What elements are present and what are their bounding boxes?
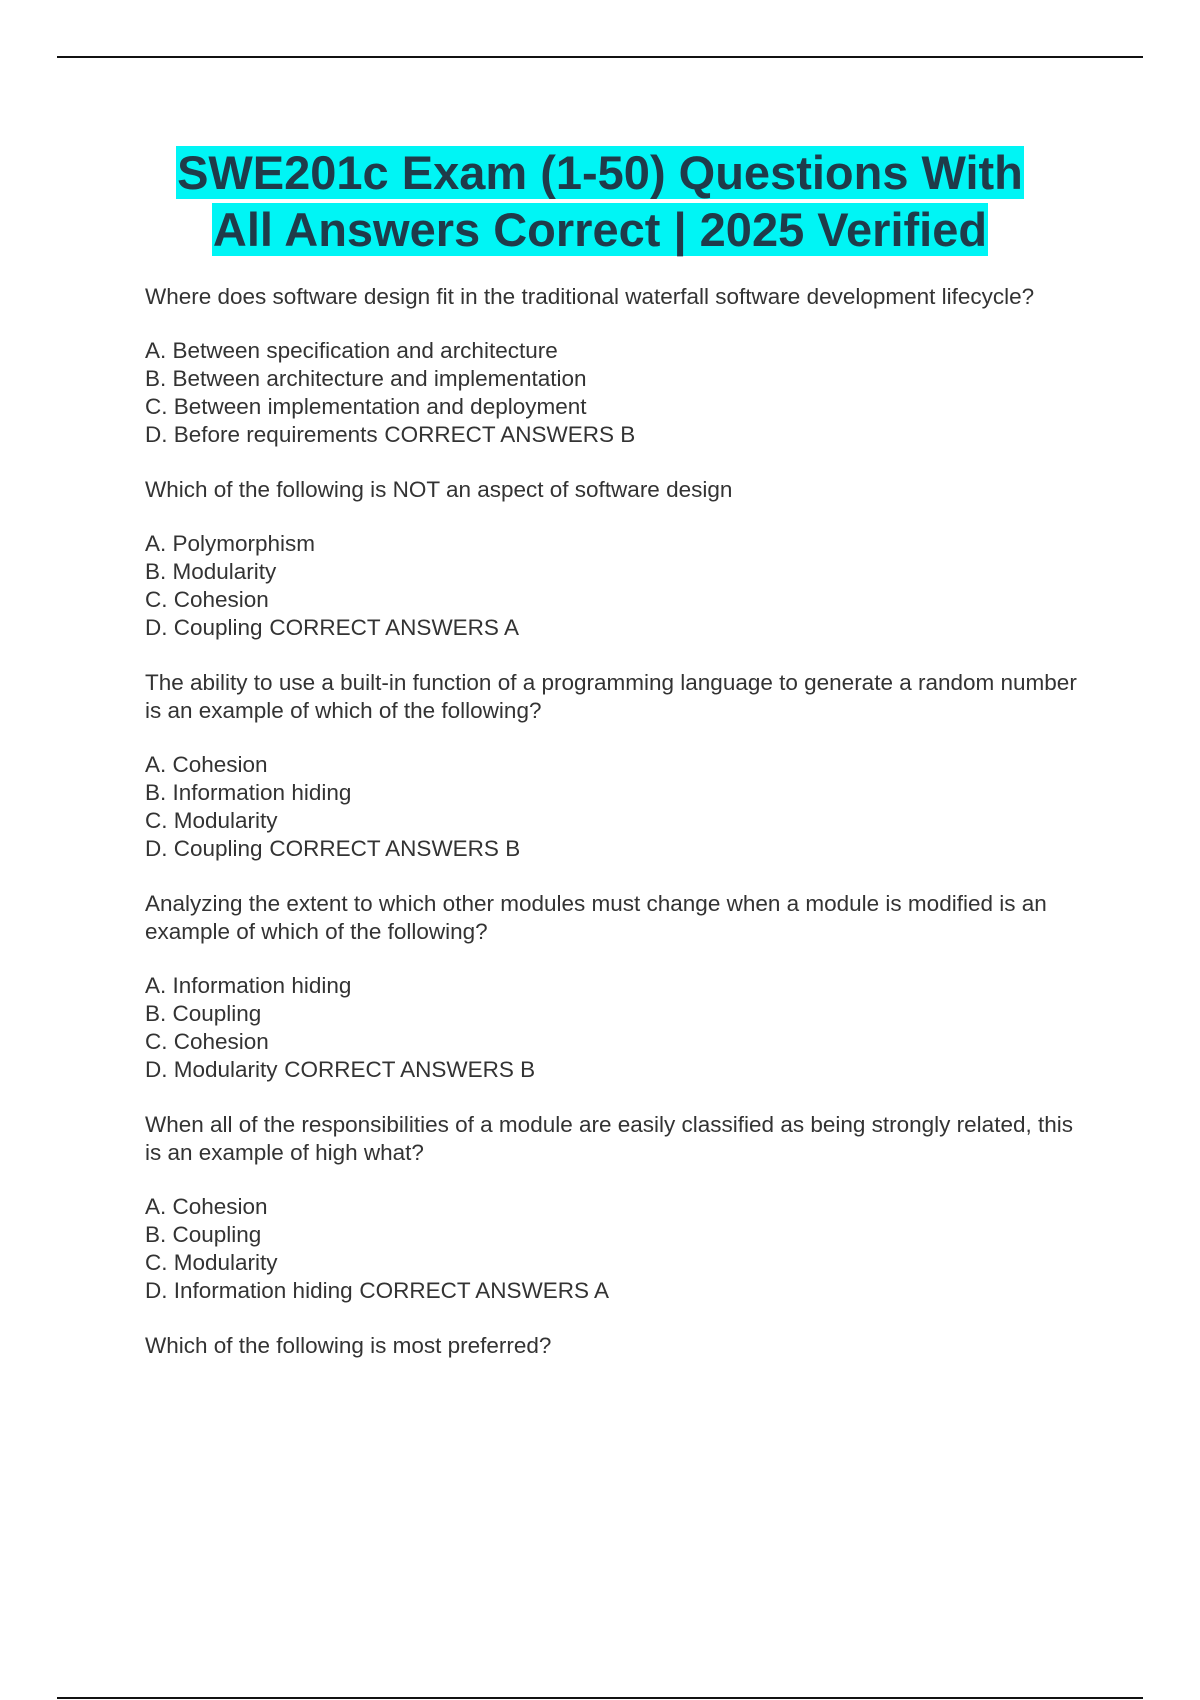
option-c: C. Modularity — [145, 1250, 278, 1275]
document-title — [100, 144, 1100, 258]
correct-answer: CORRECT ANSWERS B — [269, 836, 521, 861]
question-text: The ability to use a built-in function of a programming language to generate a random number is an example of which of the following? — [145, 670, 1077, 723]
question-1 — [145, 283, 1095, 449]
option-b: B. Coupling — [145, 1222, 262, 1247]
question-text: Which of the following is most preferred? — [145, 1333, 552, 1358]
correct-answer: CORRECT ANSWERS A — [359, 1278, 609, 1303]
option-a: A. Information hiding — [145, 973, 352, 998]
option-c: C. Cohesion — [145, 1029, 269, 1054]
option-d — [145, 421, 1095, 449]
question-text: Where does software design fit in the traditional waterfall software development lifecycle? — [145, 284, 1035, 309]
option-list — [145, 530, 1095, 642]
option-c: C. Cohesion — [145, 587, 269, 612]
option-a: A. Cohesion — [145, 752, 268, 777]
question-4 — [145, 890, 1095, 1084]
question-6 — [145, 1332, 1095, 1360]
correct-answer: CORRECT ANSWERS B — [384, 422, 636, 447]
question-text: Analyzing the extent to which other modules must change when a module is modified is an example of which of the following? — [145, 891, 1047, 944]
question-text: When all of the responsibilities of a module are easily classified as being strongly related, this is an example of high what? — [145, 1112, 1073, 1165]
correct-answer: CORRECT ANSWERS A — [269, 615, 519, 640]
option-d — [145, 1277, 1095, 1305]
option-b: B. Between architecture and implementation — [145, 366, 587, 391]
option-d-text: D. Modularity — [145, 1057, 278, 1082]
option-b: B. Coupling — [145, 1001, 262, 1026]
option-d-text: D. Coupling — [145, 615, 263, 640]
question-2 — [145, 476, 1095, 642]
option-list — [145, 751, 1095, 863]
question-text: Which of the following is NOT an aspect of software design — [145, 477, 733, 502]
option-d — [145, 835, 1095, 863]
top-rule — [57, 56, 1143, 58]
option-d — [145, 1056, 1095, 1084]
option-a: A. Cohesion — [145, 1194, 268, 1219]
question-5 — [145, 1111, 1095, 1305]
option-d-text: D. Coupling — [145, 836, 263, 861]
title-line-2: All Answers Correct | 2025 Verified — [212, 203, 988, 256]
option-list — [145, 972, 1095, 1084]
bottom-rule — [57, 1697, 1143, 1699]
option-d-text: D. Information hiding — [145, 1278, 353, 1303]
option-c: C. Between implementation and deployment — [145, 394, 587, 419]
option-list — [145, 337, 1095, 449]
option-c: C. Modularity — [145, 808, 278, 833]
question-3 — [145, 669, 1095, 863]
option-b: B. Information hiding — [145, 780, 352, 805]
question-list — [145, 283, 1095, 1387]
option-list — [145, 1193, 1095, 1305]
option-a: A. Between specification and architecture — [145, 338, 558, 363]
correct-answer: CORRECT ANSWERS B — [284, 1057, 536, 1082]
option-a: A. Polymorphism — [145, 531, 316, 556]
option-d — [145, 614, 1095, 642]
title-line-1: SWE201c Exam (1-50) Questions With — [177, 146, 1023, 199]
option-b: B. Modularity — [145, 559, 277, 584]
option-d-text: D. Before requirements — [145, 422, 378, 447]
